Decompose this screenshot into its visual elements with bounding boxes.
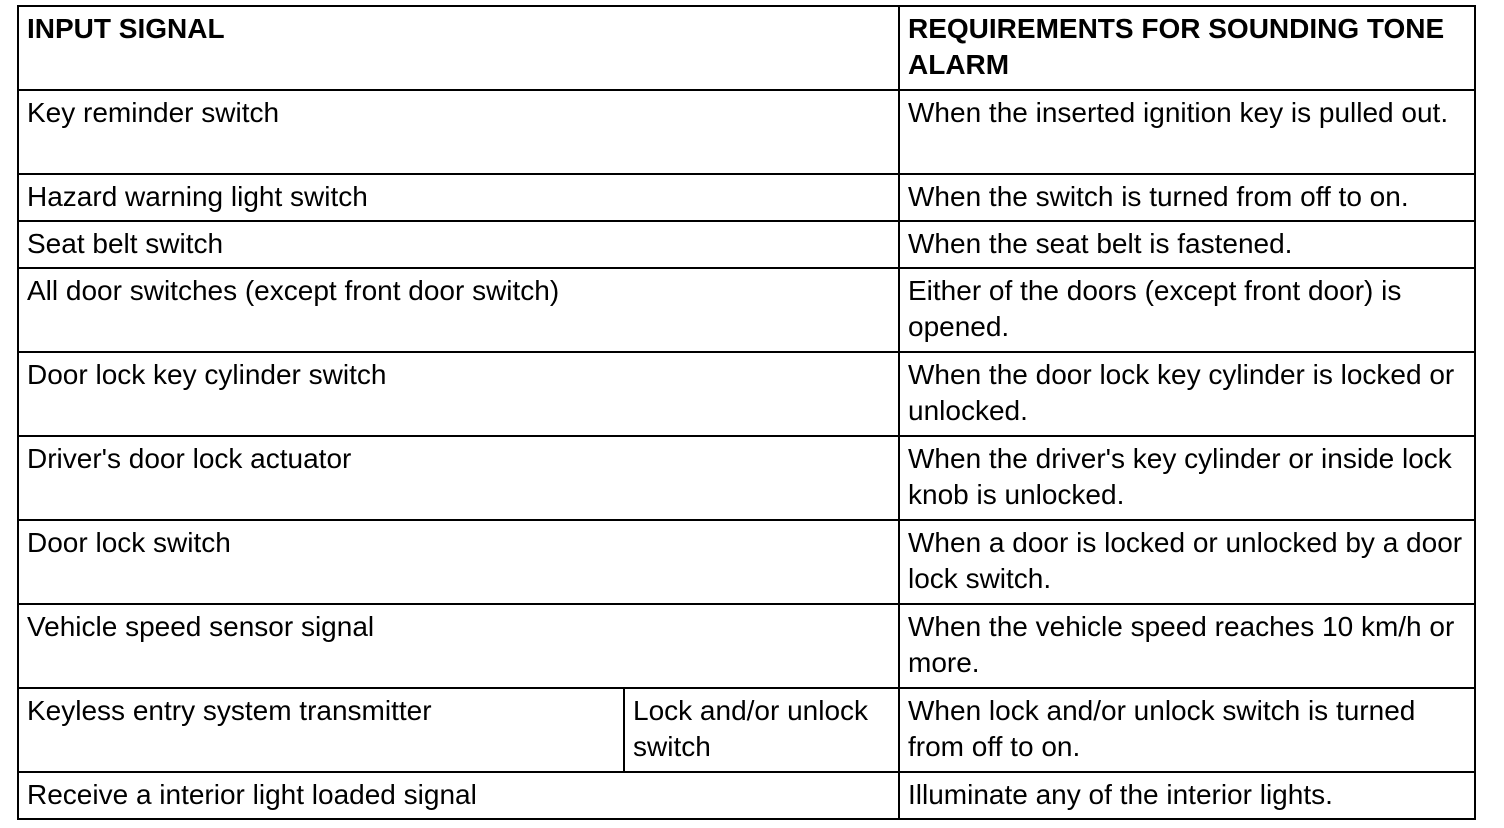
input-signal-cell: Vehicle speed sensor signal <box>18 604 899 688</box>
table-row <box>18 604 1475 688</box>
input-signal-cell: Hazard warning light switch <box>18 174 899 221</box>
table-header-row <box>18 6 1475 90</box>
requirement-cell: When a door is locked or unlocked by a door lock switch. <box>899 520 1475 604</box>
header-input-signal: INPUT SIGNAL <box>18 6 899 90</box>
table-row <box>18 520 1475 604</box>
table-row <box>18 268 1475 352</box>
table-row <box>18 221 1475 268</box>
input-signal-cell: Receive a interior light loaded signal <box>18 772 899 819</box>
input-signal-cell: Seat belt switch <box>18 221 899 268</box>
requirement-cell: When the switch is turned from off to on. <box>899 174 1475 221</box>
table-row <box>18 772 1475 819</box>
tone-alarm-requirements-table <box>17 5 1476 820</box>
input-sub-signal-cell: Lock and/or unlock switch <box>624 688 899 772</box>
requirement-cell: When the driver's key cylinder or inside lock knob is unlocked. <box>899 436 1475 520</box>
input-signal-cell: All door switches (except front door switch) <box>18 268 899 352</box>
requirement-cell: When the door lock key cylinder is locked or unlocked. <box>899 352 1475 436</box>
requirement-cell: Either of the doors (except front door) is opened. <box>899 268 1475 352</box>
input-signal-cell: Door lock key cylinder switch <box>18 352 899 436</box>
table-row <box>18 436 1475 520</box>
table-row <box>18 688 1475 772</box>
input-signal-cell: Keyless entry system transmitter <box>18 688 624 772</box>
requirement-cell: When the seat belt is fastened. <box>899 221 1475 268</box>
table-row <box>18 352 1475 436</box>
requirement-cell: When the vehicle speed reaches 10 km/h or more. <box>899 604 1475 688</box>
requirement-cell: When lock and/or unlock switch is turned from off to on. <box>899 688 1475 772</box>
input-signal-cell: Key reminder switch <box>18 90 899 174</box>
table-row <box>18 174 1475 221</box>
requirement-cell: When the inserted ignition key is pulled out. <box>899 90 1475 174</box>
requirement-cell: Illuminate any of the interior lights. <box>899 772 1475 819</box>
header-requirements: REQUIREMENTS FOR SOUNDING TONE ALARM <box>899 6 1475 90</box>
input-signal-cell: Driver's door lock actuator <box>18 436 899 520</box>
input-signal-cell: Door lock switch <box>18 520 899 604</box>
table-row <box>18 90 1475 174</box>
